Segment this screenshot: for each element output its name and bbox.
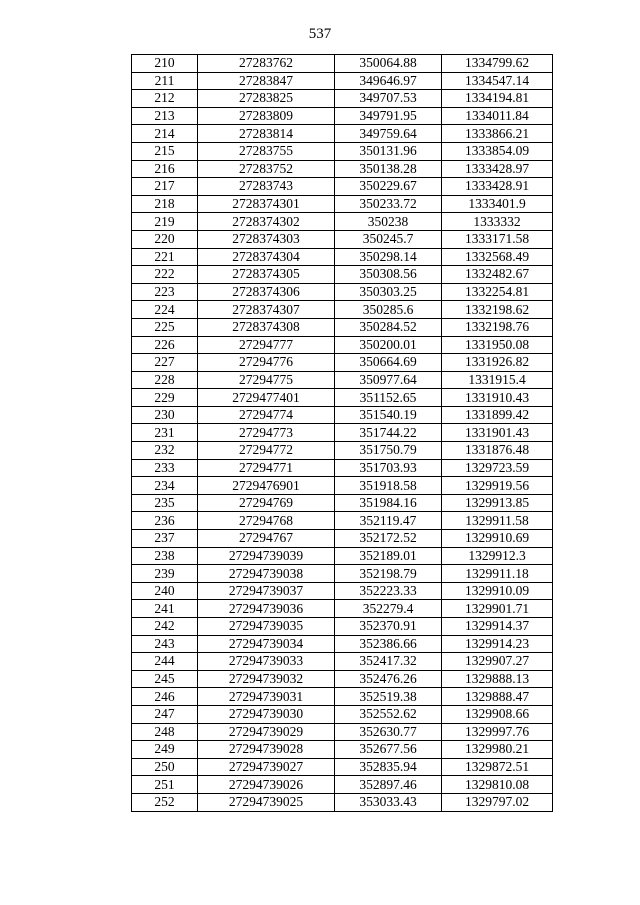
point-id-cell: 27294739034 bbox=[198, 635, 335, 653]
table-row bbox=[132, 494, 553, 512]
table-row bbox=[132, 55, 553, 73]
y-coordinate-cell: 1329914.23 bbox=[442, 635, 553, 653]
x-coordinate-cell: 352897.46 bbox=[335, 776, 442, 794]
table-row bbox=[132, 424, 553, 442]
point-id-cell: 27294768 bbox=[198, 512, 335, 530]
y-coordinate-cell: 1329911.58 bbox=[442, 512, 553, 530]
point-id-cell: 27294776 bbox=[198, 354, 335, 372]
point-number-cell: 221 bbox=[132, 248, 198, 266]
x-coordinate-cell: 352835.94 bbox=[335, 758, 442, 776]
x-coordinate-cell: 352189.01 bbox=[335, 547, 442, 565]
point-number-cell: 251 bbox=[132, 776, 198, 794]
x-coordinate-cell: 351540.19 bbox=[335, 406, 442, 424]
y-coordinate-cell: 1333171.58 bbox=[442, 230, 553, 248]
table-row bbox=[132, 371, 553, 389]
x-coordinate-cell: 352172.52 bbox=[335, 530, 442, 548]
table-row bbox=[132, 318, 553, 336]
point-id-cell: 27294739030 bbox=[198, 705, 335, 723]
table-row bbox=[132, 160, 553, 178]
x-coordinate-cell: 351703.93 bbox=[335, 459, 442, 477]
point-id-cell: 27283847 bbox=[198, 72, 335, 90]
table-row bbox=[132, 530, 553, 548]
table-row bbox=[132, 618, 553, 636]
table-row bbox=[132, 195, 553, 213]
point-id-cell: 2729476901 bbox=[198, 477, 335, 495]
table-row bbox=[132, 72, 553, 90]
table-row bbox=[132, 248, 553, 266]
table-row bbox=[132, 635, 553, 653]
table-row bbox=[132, 90, 553, 108]
table-row bbox=[132, 582, 553, 600]
x-coordinate-cell: 353033.43 bbox=[335, 793, 442, 811]
point-number-cell: 210 bbox=[132, 55, 198, 73]
point-id-cell: 27294739035 bbox=[198, 618, 335, 636]
point-id-cell: 27294739026 bbox=[198, 776, 335, 794]
y-coordinate-cell: 1333866.21 bbox=[442, 125, 553, 143]
y-coordinate-cell: 1329888.47 bbox=[442, 688, 553, 706]
table-row bbox=[132, 442, 553, 460]
y-coordinate-cell: 1333401.9 bbox=[442, 195, 553, 213]
point-number-cell: 249 bbox=[132, 741, 198, 759]
table-row bbox=[132, 670, 553, 688]
table-row bbox=[132, 547, 553, 565]
point-number-cell: 211 bbox=[132, 72, 198, 90]
y-coordinate-cell: 1329723.59 bbox=[442, 459, 553, 477]
table-row bbox=[132, 178, 553, 196]
table-row bbox=[132, 758, 553, 776]
point-id-cell: 2728374302 bbox=[198, 213, 335, 231]
point-number-cell: 212 bbox=[132, 90, 198, 108]
page-number: 537 bbox=[308, 26, 332, 42]
x-coordinate-cell: 352630.77 bbox=[335, 723, 442, 741]
x-coordinate-cell: 350245.7 bbox=[335, 230, 442, 248]
x-coordinate-cell: 351152.65 bbox=[335, 389, 442, 407]
y-coordinate-cell: 1329919.56 bbox=[442, 477, 553, 495]
point-number-cell: 229 bbox=[132, 389, 198, 407]
point-id-cell: 2728374306 bbox=[198, 283, 335, 301]
y-coordinate-cell: 1332198.76 bbox=[442, 318, 553, 336]
table-row bbox=[132, 230, 553, 248]
point-id-cell: 27294774 bbox=[198, 406, 335, 424]
table-row bbox=[132, 301, 553, 319]
y-coordinate-cell: 1333854.09 bbox=[442, 142, 553, 160]
point-number-cell: 222 bbox=[132, 266, 198, 284]
point-id-cell: 27283755 bbox=[198, 142, 335, 160]
point-number-cell: 244 bbox=[132, 653, 198, 671]
y-coordinate-cell: 1329901.71 bbox=[442, 600, 553, 618]
y-coordinate-cell: 1329910.09 bbox=[442, 582, 553, 600]
y-coordinate-cell: 1331876.48 bbox=[442, 442, 553, 460]
table-row bbox=[132, 283, 553, 301]
point-number-cell: 213 bbox=[132, 107, 198, 125]
point-number-cell: 239 bbox=[132, 565, 198, 583]
table-row bbox=[132, 266, 553, 284]
table-row bbox=[132, 213, 553, 231]
point-id-cell: 27294772 bbox=[198, 442, 335, 460]
point-id-cell: 27294777 bbox=[198, 336, 335, 354]
x-coordinate-cell: 349759.64 bbox=[335, 125, 442, 143]
y-coordinate-cell: 1333428.97 bbox=[442, 160, 553, 178]
table-row bbox=[132, 336, 553, 354]
x-coordinate-cell: 352198.79 bbox=[335, 565, 442, 583]
y-coordinate-cell: 1329912.3 bbox=[442, 547, 553, 565]
y-coordinate-cell: 1333332 bbox=[442, 213, 553, 231]
point-id-cell: 27294739032 bbox=[198, 670, 335, 688]
coordinates-table bbox=[131, 54, 553, 812]
point-id-cell: 27283814 bbox=[198, 125, 335, 143]
table-row bbox=[132, 389, 553, 407]
x-coordinate-cell: 351750.79 bbox=[335, 442, 442, 460]
x-coordinate-cell: 350064.88 bbox=[335, 55, 442, 73]
x-coordinate-cell: 350664.69 bbox=[335, 354, 442, 372]
x-coordinate-cell: 352223.33 bbox=[335, 582, 442, 600]
y-coordinate-cell: 1329914.37 bbox=[442, 618, 553, 636]
point-id-cell: 27294739027 bbox=[198, 758, 335, 776]
point-number-cell: 242 bbox=[132, 618, 198, 636]
point-id-cell: 27294773 bbox=[198, 424, 335, 442]
y-coordinate-cell: 1329913.85 bbox=[442, 494, 553, 512]
x-coordinate-cell: 352279.4 bbox=[335, 600, 442, 618]
y-coordinate-cell: 1329910.69 bbox=[442, 530, 553, 548]
point-number-cell: 228 bbox=[132, 371, 198, 389]
point-number-cell: 218 bbox=[132, 195, 198, 213]
point-number-cell: 232 bbox=[132, 442, 198, 460]
point-number-cell: 225 bbox=[132, 318, 198, 336]
x-coordinate-cell: 352417.32 bbox=[335, 653, 442, 671]
x-coordinate-cell: 352119.47 bbox=[335, 512, 442, 530]
x-coordinate-cell: 352370.91 bbox=[335, 618, 442, 636]
point-id-cell: 27294739028 bbox=[198, 741, 335, 759]
y-coordinate-cell: 1329797.02 bbox=[442, 793, 553, 811]
x-coordinate-cell: 351918.58 bbox=[335, 477, 442, 495]
point-id-cell: 2728374301 bbox=[198, 195, 335, 213]
point-number-cell: 252 bbox=[132, 793, 198, 811]
point-number-cell: 238 bbox=[132, 547, 198, 565]
point-number-cell: 246 bbox=[132, 688, 198, 706]
table-row bbox=[132, 776, 553, 794]
point-number-cell: 248 bbox=[132, 723, 198, 741]
point-id-cell: 2728374303 bbox=[198, 230, 335, 248]
y-coordinate-cell: 1331926.82 bbox=[442, 354, 553, 372]
table-row bbox=[132, 653, 553, 671]
point-id-cell: 27294739039 bbox=[198, 547, 335, 565]
x-coordinate-cell: 350977.64 bbox=[335, 371, 442, 389]
x-coordinate-cell: 352519.38 bbox=[335, 688, 442, 706]
table-row bbox=[132, 723, 553, 741]
y-coordinate-cell: 1334799.62 bbox=[442, 55, 553, 73]
table-row bbox=[132, 705, 553, 723]
point-id-cell: 27294739038 bbox=[198, 565, 335, 583]
point-number-cell: 233 bbox=[132, 459, 198, 477]
point-id-cell: 27294739025 bbox=[198, 793, 335, 811]
table-row bbox=[132, 793, 553, 811]
point-id-cell: 27294771 bbox=[198, 459, 335, 477]
y-coordinate-cell: 1334194.81 bbox=[442, 90, 553, 108]
point-id-cell: 27283752 bbox=[198, 160, 335, 178]
y-coordinate-cell: 1331950.08 bbox=[442, 336, 553, 354]
table-row bbox=[132, 565, 553, 583]
point-number-cell: 231 bbox=[132, 424, 198, 442]
point-number-cell: 214 bbox=[132, 125, 198, 143]
point-id-cell: 27294739037 bbox=[198, 582, 335, 600]
table-row bbox=[132, 600, 553, 618]
x-coordinate-cell: 352476.26 bbox=[335, 670, 442, 688]
table-row bbox=[132, 406, 553, 424]
point-number-cell: 240 bbox=[132, 582, 198, 600]
point-number-cell: 216 bbox=[132, 160, 198, 178]
x-coordinate-cell: 350138.28 bbox=[335, 160, 442, 178]
y-coordinate-cell: 1332568.49 bbox=[442, 248, 553, 266]
point-id-cell: 2729477401 bbox=[198, 389, 335, 407]
point-number-cell: 250 bbox=[132, 758, 198, 776]
x-coordinate-cell: 350303.25 bbox=[335, 283, 442, 301]
table-row bbox=[132, 107, 553, 125]
y-coordinate-cell: 1329911.18 bbox=[442, 565, 553, 583]
point-number-cell: 237 bbox=[132, 530, 198, 548]
y-coordinate-cell: 1329872.51 bbox=[442, 758, 553, 776]
point-number-cell: 220 bbox=[132, 230, 198, 248]
point-id-cell: 27294739036 bbox=[198, 600, 335, 618]
y-coordinate-cell: 1334547.14 bbox=[442, 72, 553, 90]
point-number-cell: 226 bbox=[132, 336, 198, 354]
y-coordinate-cell: 1331901.43 bbox=[442, 424, 553, 442]
point-number-cell: 241 bbox=[132, 600, 198, 618]
table-row bbox=[132, 741, 553, 759]
point-id-cell: 27294767 bbox=[198, 530, 335, 548]
x-coordinate-cell: 352552.62 bbox=[335, 705, 442, 723]
table-row bbox=[132, 688, 553, 706]
point-number-cell: 224 bbox=[132, 301, 198, 319]
y-coordinate-cell: 1329980.21 bbox=[442, 741, 553, 759]
y-coordinate-cell: 1331915.4 bbox=[442, 371, 553, 389]
x-coordinate-cell: 350238 bbox=[335, 213, 442, 231]
point-id-cell: 27294739029 bbox=[198, 723, 335, 741]
table-row bbox=[132, 354, 553, 372]
y-coordinate-cell: 1329888.13 bbox=[442, 670, 553, 688]
x-coordinate-cell: 350285.6 bbox=[335, 301, 442, 319]
y-coordinate-cell: 1332198.62 bbox=[442, 301, 553, 319]
x-coordinate-cell: 350284.52 bbox=[335, 318, 442, 336]
x-coordinate-cell: 350308.56 bbox=[335, 266, 442, 284]
point-number-cell: 245 bbox=[132, 670, 198, 688]
point-number-cell: 219 bbox=[132, 213, 198, 231]
x-coordinate-cell: 350200.01 bbox=[335, 336, 442, 354]
point-id-cell: 27294739031 bbox=[198, 688, 335, 706]
y-coordinate-cell: 1331910.43 bbox=[442, 389, 553, 407]
point-id-cell: 2728374308 bbox=[198, 318, 335, 336]
y-coordinate-cell: 1329997.76 bbox=[442, 723, 553, 741]
table-row bbox=[132, 512, 553, 530]
x-coordinate-cell: 349791.95 bbox=[335, 107, 442, 125]
point-number-cell: 236 bbox=[132, 512, 198, 530]
y-coordinate-cell: 1329810.08 bbox=[442, 776, 553, 794]
table-row bbox=[132, 459, 553, 477]
x-coordinate-cell: 350233.72 bbox=[335, 195, 442, 213]
x-coordinate-cell: 350131.96 bbox=[335, 142, 442, 160]
y-coordinate-cell: 1332482.67 bbox=[442, 266, 553, 284]
x-coordinate-cell: 349707.53 bbox=[335, 90, 442, 108]
table-row bbox=[132, 477, 553, 495]
point-number-cell: 230 bbox=[132, 406, 198, 424]
table-row bbox=[132, 125, 553, 143]
point-id-cell: 2728374305 bbox=[198, 266, 335, 284]
x-coordinate-cell: 352677.56 bbox=[335, 741, 442, 759]
point-number-cell: 247 bbox=[132, 705, 198, 723]
x-coordinate-cell: 351984.16 bbox=[335, 494, 442, 512]
y-coordinate-cell: 1334011.84 bbox=[442, 107, 553, 125]
x-coordinate-cell: 350229.67 bbox=[335, 178, 442, 196]
table-body bbox=[132, 55, 553, 812]
x-coordinate-cell: 351744.22 bbox=[335, 424, 442, 442]
y-coordinate-cell: 1329907.27 bbox=[442, 653, 553, 671]
point-id-cell: 27294769 bbox=[198, 494, 335, 512]
point-id-cell: 2728374307 bbox=[198, 301, 335, 319]
point-id-cell: 27283809 bbox=[198, 107, 335, 125]
point-id-cell: 27294739033 bbox=[198, 653, 335, 671]
point-number-cell: 243 bbox=[132, 635, 198, 653]
table-row bbox=[132, 142, 553, 160]
point-id-cell: 27283762 bbox=[198, 55, 335, 73]
y-coordinate-cell: 1333428.91 bbox=[442, 178, 553, 196]
point-number-cell: 223 bbox=[132, 283, 198, 301]
point-id-cell: 27283743 bbox=[198, 178, 335, 196]
point-id-cell: 2728374304 bbox=[198, 248, 335, 266]
point-id-cell: 27294775 bbox=[198, 371, 335, 389]
y-coordinate-cell: 1332254.81 bbox=[442, 283, 553, 301]
point-id-cell: 27283825 bbox=[198, 90, 335, 108]
y-coordinate-cell: 1329908.66 bbox=[442, 705, 553, 723]
point-number-cell: 227 bbox=[132, 354, 198, 372]
point-number-cell: 235 bbox=[132, 494, 198, 512]
x-coordinate-cell: 349646.97 bbox=[335, 72, 442, 90]
y-coordinate-cell: 1331899.42 bbox=[442, 406, 553, 424]
point-number-cell: 215 bbox=[132, 142, 198, 160]
x-coordinate-cell: 352386.66 bbox=[335, 635, 442, 653]
x-coordinate-cell: 350298.14 bbox=[335, 248, 442, 266]
point-number-cell: 217 bbox=[132, 178, 198, 196]
point-number-cell: 234 bbox=[132, 477, 198, 495]
